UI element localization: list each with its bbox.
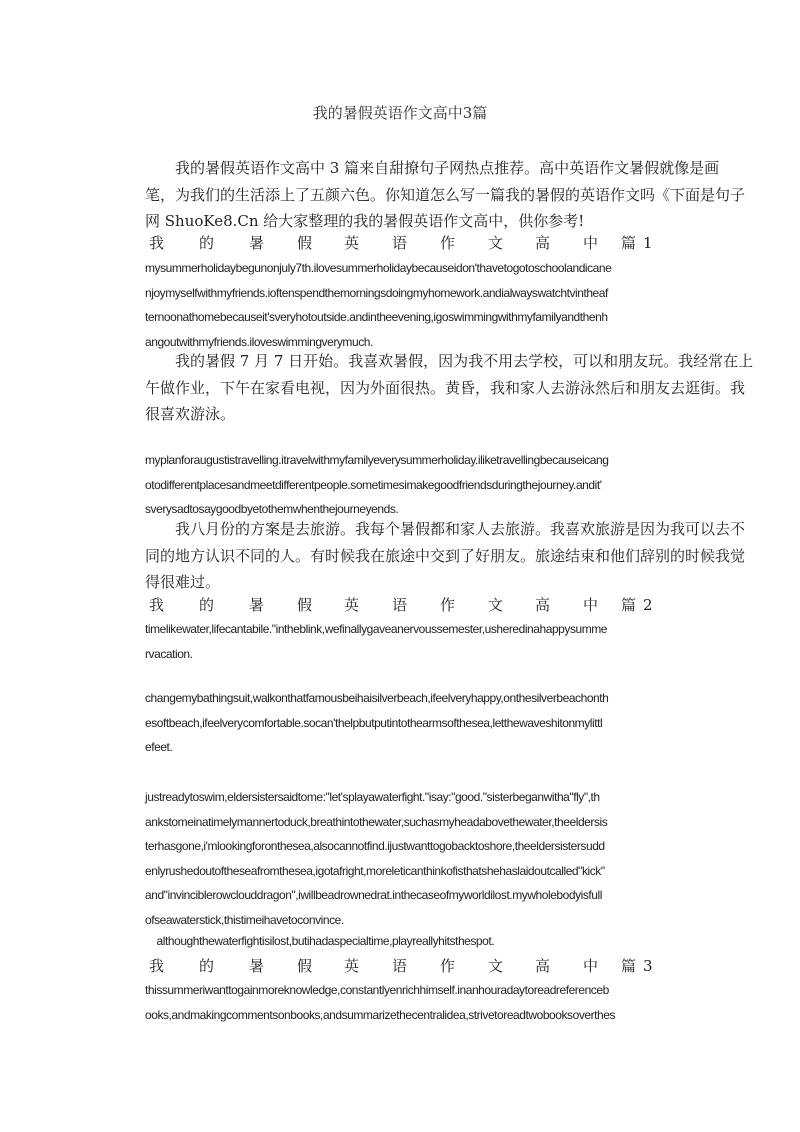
heading-char: 高 bbox=[535, 957, 551, 975]
heading-char: 我 bbox=[149, 234, 165, 252]
text-line: 我的暑假 7 月 7 日开始。我喜欢暑假，因为我不用去学校，可以和朋友玩。我经常在上 bbox=[145, 352, 754, 370]
heading-char: 高 bbox=[535, 234, 551, 252]
text-line: efeet. bbox=[145, 740, 173, 754]
essay-1-english-paragraph-1 bbox=[145, 256, 658, 354]
essay-2-english-paragraph-1 bbox=[145, 617, 658, 666]
text-line: and"invinciblerowclouddragon",iwillbeadrownedrat.inthecaseofmyworldilost.mywholebodyisfull bbox=[145, 888, 602, 902]
text-line: justreadytoswim,eldersistersaidtome:"let'splayawaterfight."isay:"good."sisterbeganwitha"fly",th bbox=[145, 790, 600, 804]
text-line: enlyrushedoutoftheseafromthesea,igotafright,moreleticanthinkofisthatshehaslaidoutcalled"kick" bbox=[145, 863, 605, 878]
text-line: 笔，为我们的生活添上了五颜六色。你知道怎么写一篇我的暑假的英语作文吗《下面是句子 bbox=[145, 185, 746, 204]
text-line: mysummerholidaybegunonjuly7th.ilovesummerholidaybecauseidon'thavetogotoschoolandicane bbox=[145, 261, 612, 275]
text-line: esoftbeach,ifeelverycomfortable.socan'thelpbutputintothearmsofthesea,letthewaveshitonmylittl bbox=[145, 715, 603, 730]
heading-char: 英 bbox=[344, 234, 360, 252]
heading-char: 作 bbox=[440, 957, 456, 975]
heading-char: 我 bbox=[149, 596, 165, 614]
text-line: althoughthewaterfightisilost,butihadaspecialtime,playreallyhitsthespot. bbox=[145, 934, 495, 948]
text-line: 得很难过。 bbox=[145, 573, 221, 591]
text-line: sverysadtosaygoodbyetothemwhenthejourneyends. bbox=[145, 502, 399, 516]
text-line: 很喜欢游泳。 bbox=[145, 405, 236, 423]
heading-char: 作 bbox=[440, 234, 456, 252]
heading-char: 语 bbox=[392, 234, 408, 252]
essay-1-english-paragraph-2 bbox=[145, 448, 658, 522]
document-title: 我的暑假英语作文高中3篇 bbox=[312, 104, 488, 122]
essay-1-chinese-paragraph-1 bbox=[145, 348, 754, 428]
heading-char: 暑 bbox=[249, 596, 265, 614]
essay-2-english-paragraph-3 bbox=[145, 785, 658, 932]
essay-2-english-paragraph-4 bbox=[145, 929, 658, 954]
heading-char: 假 bbox=[297, 596, 313, 614]
essay-3-heading bbox=[145, 953, 655, 979]
heading-char: 3 bbox=[643, 957, 653, 975]
essay-2-english-paragraph-2 bbox=[145, 686, 658, 760]
heading-char: 的 bbox=[199, 957, 215, 975]
text-line: ankstomeinatimelymannertoduck,breathintothewater,suchasmyheadabovethewater,theeldersis bbox=[145, 814, 608, 829]
heading-char: 篇 bbox=[621, 957, 637, 975]
text-line: njoymyselfwithmyfriends.ioftenspendthemorningsdoingmyhomework.andialwayswatchtvintheaf bbox=[145, 285, 608, 300]
heading-char: 文 bbox=[488, 957, 504, 975]
heading-char: 英 bbox=[344, 957, 360, 975]
text-line: rvacation. bbox=[145, 646, 193, 661]
essay-1-heading bbox=[145, 230, 655, 256]
text-line: terhasgone,i'mlookingforonthesea,alsocannotfind.ijustwanttogobacktoshore,theeldersistersudd bbox=[145, 839, 605, 853]
heading-char: 暑 bbox=[249, 957, 265, 975]
heading-char: 文 bbox=[488, 234, 504, 252]
heading-char: 英 bbox=[344, 596, 360, 614]
essay-2-heading bbox=[145, 592, 655, 618]
text-line: otodifferentplacesandmeetdifferentpeople.sometimesimakegoodfriendsduringthejourney.andit' bbox=[145, 477, 602, 492]
text-line: ofseawaterstick,thistimeihavetoconvince. bbox=[145, 912, 344, 927]
heading-char: 高 bbox=[535, 596, 551, 614]
heading-char: 我 bbox=[149, 957, 165, 975]
heading-char: 文 bbox=[488, 596, 504, 614]
heading-char: 假 bbox=[297, 234, 313, 252]
intro-paragraph bbox=[145, 155, 746, 235]
heading-char: 2 bbox=[643, 596, 653, 614]
text-line: thissummeriwanttogainmoreknowledge,constantlyenrichhimself.inanhouradaytoreadreferenceb bbox=[145, 983, 609, 997]
text-line: 午做作业，下午在家看电视，因为外面很热。黄昏，我和家人去游泳然后和朋友去逛街。我 bbox=[145, 378, 746, 397]
essay-3-english-paragraph-1 bbox=[145, 978, 658, 1027]
heading-char: 1 bbox=[643, 234, 653, 252]
heading-char: 作 bbox=[440, 596, 456, 614]
text-line: ternoonathomebecauseit'sveryhotoutside.andintheevening,igoswimmingwithmyfamilyandthenh bbox=[145, 310, 608, 324]
text-line: 同的地方认识不同的人。有时候我在旅途中交到了好朋友。旅途结束和他们辞别的时候我觉 bbox=[145, 546, 746, 565]
heading-char: 语 bbox=[392, 957, 408, 975]
text-line: 我的暑假英语作文高中 3 篇来自甜撩句子网热点推荐。高中英语作文暑假就像是画 bbox=[145, 159, 720, 177]
heading-char: 假 bbox=[297, 957, 313, 975]
text-line: ooks,andmakingcommentsonbooks,andsummarizethecentralidea,strivetoreadtwobooksoverthes bbox=[145, 1007, 616, 1022]
heading-char: 语 bbox=[392, 596, 408, 614]
text-line: 网 ShuoKe8.Cn 给大家整理的我的暑假英语作文高中，供你参考! bbox=[145, 212, 585, 230]
heading-char: 中 bbox=[583, 596, 599, 614]
text-line: changemybathingsuit,walkonthatfamousbeihaisilverbeach,ifeelveryhappy,onthesilverbeachonth bbox=[145, 691, 609, 705]
text-line: 我八月份的方案是去旅游。我每个暑假都和家人去旅游。我喜欢旅游是因为我可以去不 bbox=[145, 520, 746, 538]
essay-1-chinese-paragraph-2 bbox=[145, 516, 746, 596]
text-line: timelikewater,lifecantabile."intheblink,wefinallygaveanervoussemester,usheredinahappysumme bbox=[145, 622, 608, 636]
heading-char: 中 bbox=[583, 234, 599, 252]
text-line: angoutwithmyfriends.iloveswimmingverymuch. bbox=[145, 334, 373, 349]
heading-char: 的 bbox=[199, 596, 215, 614]
text-line: myplanforaugustistravelling.itravelwithmyfamilyeverysummerholiday.iliketravellingbecauseicang bbox=[145, 453, 609, 467]
heading-char: 中 bbox=[583, 957, 599, 975]
heading-char: 篇 bbox=[621, 596, 637, 614]
heading-char: 篇 bbox=[621, 234, 637, 252]
heading-char: 的 bbox=[199, 234, 215, 252]
heading-char: 暑 bbox=[249, 234, 265, 252]
